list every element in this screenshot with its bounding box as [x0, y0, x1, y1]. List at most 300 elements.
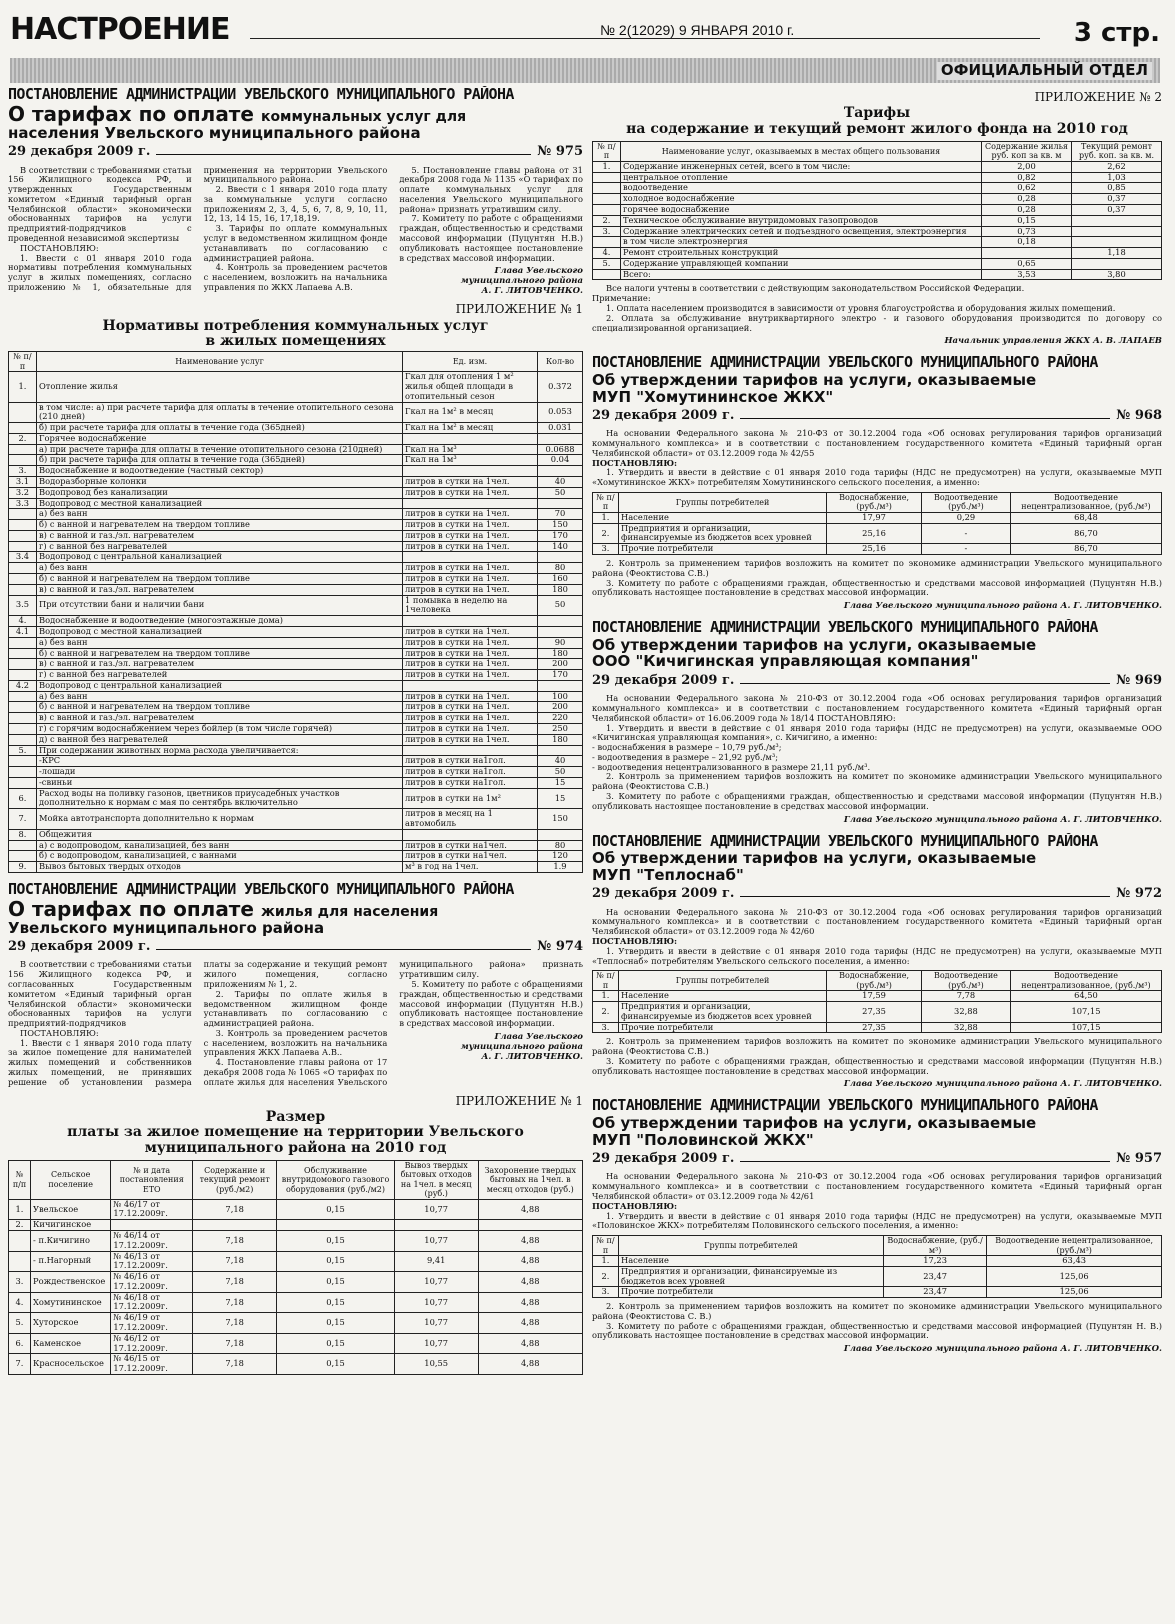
table-row — [9, 648, 583, 659]
table-cell: литров в сутки на 1м² — [403, 788, 538, 809]
table-cell: 4,88 — [478, 1292, 582, 1313]
table-cell: 2. — [9, 1220, 31, 1231]
table-cell: Прочие потребители — [619, 1022, 827, 1033]
table-cell: литров в сутки на1гол. — [403, 777, 538, 788]
table-cell — [403, 616, 538, 627]
table-cell: 7. — [9, 809, 37, 830]
table-cell: 0.0688 — [538, 444, 583, 455]
table-cell: Хомутининское — [31, 1292, 111, 1313]
masthead — [10, 8, 1160, 58]
table-cell — [403, 466, 538, 477]
table-row — [9, 851, 583, 862]
table-cell: Предприятия и организации, финансируемые из бюджетов всех уровней — [619, 1001, 827, 1022]
table-cell: литров в сутки на 1чел. — [403, 691, 538, 702]
right-column — [592, 86, 1162, 1354]
table-cell: 150 — [538, 520, 583, 531]
table-cell: -КРС — [37, 756, 403, 767]
table-row — [593, 237, 1162, 248]
doc972-heading: ПОСТАНОВЛЕНИЕ АДМИНИСТРАЦИИ УВЕЛЬСКОГО МУНИЦИПАЛЬНОГО РАЙОНА — [592, 832, 1098, 850]
table-cell: литров в сутки на 1чел. — [403, 584, 538, 595]
doc968: ПОСТАНОВЛЕНИЕ АДМИНИСТРАЦИИ УВЕЛЬСКОГО МУНИЦИПАЛЬНОГО РАЙОНА Об утверждении тарифов на услуги, оказываемые МУП "Хомутининское ЖКХ" 29 декабря 2009 г. № 968 На основании Федерального закона № 210-ФЗ от 30.12.2004 года «Об основах регулирования тарифов организаций коммунального комплекса» и в соответствии с постановлением государственного комитета «Единый тарифный орган Челябинской области» от 03.12.2009 года № 42/55 ПОСТАНОВЛЯЮ: 1. Утвердить и ввести в действие с 01 января 2010 года тарифы (НДС не предусмотрен) на услуги, оказываемые МУП «Хомутининское ЖКХ» потребителям Хомутининского сельского поселения, а именно: № п/п Группы потребителей Водоснабжение, (руб./м³) Водоотведение (руб./м³) Водоотведение нецентрализованное, (руб./м³) 1. Население 17,97 0,29 68,48 2. Предприятия и организации, финансируемые из бюджетов всех уровней 25,16 - 86,70 3. Прочие потребители 25,16 - 86,70 2. Контроль за применением тарифов возложить на комитет по экономике администрации Увельского муниципального района (Феоктистова С.В.) 3. Комитету по работе с обращениями граждан, общественностью и средствами массовой информацией (Пуцунтян Н.В.) опубликовать настоящее постановление в средствах массовой информации. Глава Увельского муниципального района А. Г. ЛИТОВЧЕНКО. — [592, 354, 1162, 612]
table-cell: 17,97 — [827, 512, 922, 523]
table-cell: Отопление жилья — [37, 372, 403, 402]
table-cell: литров в сутки на 1чел. — [403, 563, 538, 574]
table-cell: 1. — [593, 1256, 619, 1267]
table-cell: 107,15 — [1010, 1022, 1161, 1033]
table-cell: -лошади — [37, 767, 403, 778]
table-cell: Водопровод с центральной канализацией — [37, 680, 403, 691]
doc969-title-org: ООО "Кичигинская управляющая компания" — [592, 652, 979, 671]
table-cell: горячее водоснабжение — [621, 204, 982, 215]
table-cell: № 46/18 от 17.12.2009г. — [111, 1292, 193, 1313]
doc974-body: В соответствии с требованиями статьи 156 Жилищного кодекса РФ, и согласованных Государственным комитетом «Единый тарифный орган Челябинской области» экономически обоснованных тарифов на услуги предприятий-подрядчиков ПОСТАНОВЛЯЮ: 1. Ввести с 1 января 2010 года плату за жилое помещение для нанимателей жилых помещений и собственников жилых помещений, не принявших решение об установлении размера платы за содержание и текущий ремонт жилого помещения, согласно приложениям № 1, 2. 2. Тарифы по оплате жилья в ведомственном жилищном фонде устанавливать по согласованию с администрацией района. 3. Контроль за проведением расчетов с населением, возложить на начальника управления ЖКХ Лапаева А.В.. 4. Постановление главы района от 17 декабря 2008 года № 1065 «О тарифах по оплате жилья для населения Увельского муниципального района» признать утратившим силу. 5. Комитету по работе с обращениями граждан, общественностью и средствами массовой информации (Пуцунтян Н.В.) опубликовать настоящее постановление в средствах массовой информации. Глава Увельского муниципального района А. Г. ЛИТОВЧЕНКО. — [8, 959, 583, 1087]
table-cell — [538, 680, 583, 691]
annex974-title: Размер платы за жилое помещение на территории Увельского муниципального района на 2010 год — [67, 1108, 524, 1156]
table-row — [9, 455, 583, 466]
table-cell: 9,41 — [394, 1251, 478, 1272]
table-row — [9, 767, 583, 778]
table-cell: литров в сутки на 1чел. — [403, 509, 538, 520]
table-row — [9, 423, 583, 434]
table-row — [593, 1001, 1162, 1022]
table-cell — [9, 767, 37, 778]
table-cell: 0,37 — [1072, 194, 1162, 205]
table-cell — [394, 1220, 478, 1231]
table-row — [9, 777, 583, 788]
table-cell: а) без ванн — [37, 563, 403, 574]
table-cell: 0.031 — [538, 423, 583, 434]
table-cell: 0,85 — [1072, 183, 1162, 194]
table-cell: м³ в год на 1чел. — [403, 862, 538, 873]
table-cell: 64,50 — [1010, 991, 1161, 1002]
table-cell: а) без ванн — [37, 637, 403, 648]
table-cell — [478, 1220, 582, 1231]
table-cell: Прочие потребители — [619, 544, 827, 555]
table-cell: 2,00 — [982, 161, 1072, 172]
table-row — [593, 544, 1162, 555]
table-row — [9, 702, 583, 713]
table-cell: 6. — [9, 1333, 31, 1354]
table-cell: 5. — [9, 745, 37, 756]
table-cell: 170 — [538, 670, 583, 681]
table-cell — [111, 1220, 193, 1231]
table-cell — [9, 713, 37, 724]
table-cell: 7,78 — [921, 991, 1010, 1002]
table-row — [9, 433, 583, 444]
table-cell: 4,88 — [478, 1313, 582, 1334]
table-cell — [9, 734, 37, 745]
table-cell: - п.Кичигино — [31, 1231, 111, 1252]
table-cell: 27,35 — [827, 1022, 922, 1033]
table-cell: г) с ванной без нагревателей — [37, 670, 403, 681]
table-cell: 2. — [9, 433, 37, 444]
table-cell: 3. — [9, 1272, 31, 1293]
table-cell: б) с ванной и нагревателем на твердом топливе — [37, 520, 403, 531]
table-cell: 8. — [9, 829, 37, 840]
table-cell: Водопровод с местной канализацией — [37, 626, 403, 637]
table-cell: Гкал для отопления 1 м² жилья общей площади в отопительный сезон — [403, 372, 538, 402]
doc968-dateline: 29 декабря 2009 г. № 968 — [592, 408, 1162, 424]
table-cell: 125,06 — [987, 1266, 1162, 1287]
table-cell — [403, 433, 538, 444]
table-row — [9, 809, 583, 830]
table-cell — [9, 670, 37, 681]
table-cell: 10,77 — [394, 1231, 478, 1252]
doc975-body: В соответствии с требованиями статьи 156 Жилищного кодекса РФ, и утвержденных Государственным комитетом «Единый тарифный орган Челябинской области» экономически обоснованных тарифов на услуги предприятий-подрядчиков с проведенной независимой экспертизы ПОСТАНОВЛЯЮ: 1. Ввести с 01 января 2010 года нормативы потребления коммунальных услуг в жилых помещениях, согласно приложению № 1, обязательные для применения на территории Увельского муниципального района. 2. Ввести с 1 января 2010 года плату за коммунальные услуги согласно приложениям 2, 3, 4, 5, 6, 7, 8, 9, 10, 11, 12, 13, 14 15, 16, 17,18,19. 3. Тарифы по оплате коммунальных услуг в ведомственном жилищном фонде устанавливать по согласованию с администрацией района. 4. Контроль за проведением расчетов с населением, возложить на начальника управления по ЖКХ Лапаева А.В. 5. Постановление главы района от 31 декабря 2008 года № 1135 «О тарифах по оплате коммунальных услуг для населения Увельского муниципального района» признать утратившим силу. 7. Комитету по работе с обращениями граждан, общественностью и средствами массовой информации (Пуцунтян Н.В.) опубликовать настоящее постановление в средствах массовой информации. Глава Увельского муниципального района А. Г. ЛИТОВЧЕНКО. — [8, 164, 583, 297]
doc972-table: № п/п Группы потребителей Водоснабжение, (руб./м³) Водоотведение (руб./м³) Водоотведение нецентрализованное, (руб./м³) 1. Население 17,59 7,78 64,50 2. Предприятия и организации, финансируемые из бюджетов всех уровней 27,35 32,88 107,15 3. Прочие потребители 27,35 32,88 107,15 — [592, 970, 1162, 1033]
table-cell: 1. — [9, 1199, 31, 1220]
table-cell: в) с ванной и газ./эл. нагревателем — [37, 530, 403, 541]
table-row — [9, 670, 583, 681]
table-cell: Гкал на 1м³ — [403, 455, 538, 466]
table-cell: 10,77 — [394, 1199, 478, 1220]
annex1-title: Нормативы потребления коммунальных услуг в жилых помещениях — [102, 317, 489, 349]
table-cell: 32,88 — [921, 1022, 1010, 1033]
table-cell: Общежития — [37, 829, 403, 840]
table-row — [9, 1354, 583, 1375]
section-bar — [10, 58, 1160, 83]
doc957-title: Об утверждении тарифов на услуги, оказываемые — [592, 1114, 1037, 1133]
table-cell: 4,88 — [478, 1354, 582, 1375]
table-row — [593, 172, 1162, 183]
table-cell: 25,16 — [827, 544, 922, 555]
table-row — [593, 161, 1162, 172]
table-cell: б) при расчете тарифа для оплаты в течение года (365дней) — [37, 455, 403, 466]
table-cell: Гкал на 1м³ — [403, 444, 538, 455]
doc969-title: Об утверждении тарифов на услуги, оказываемые — [592, 635, 1037, 654]
table-cell: 5. — [9, 1313, 31, 1334]
table-row — [593, 194, 1162, 205]
table-cell: 2. — [593, 1001, 619, 1022]
table-cell: 3.4 — [9, 552, 37, 563]
newspaper-title: НАСТРОЕНИЕ — [10, 12, 230, 47]
table-cell: 4,88 — [478, 1333, 582, 1354]
table-cell — [9, 840, 37, 851]
table-cell: литров в месяц на 1 автомобиль — [403, 809, 538, 830]
table-cell: 200 — [538, 702, 583, 713]
table-row — [9, 745, 583, 756]
table-cell: 0,28 — [982, 204, 1072, 215]
table-cell — [1072, 215, 1162, 226]
table-cell: Мойка автотранспорта дополнительно к нормам — [37, 809, 403, 830]
table-cell: 4. — [593, 248, 621, 259]
annex974-label: ПРИЛОЖЕНИЕ № 1 — [455, 1093, 583, 1108]
table-cell: 0,62 — [982, 183, 1072, 194]
table-cell: в) с ванной и газ./эл. нагревателем — [37, 584, 403, 595]
table-cell: № 46/15 от 17.12.2009г. — [111, 1354, 193, 1375]
table-cell: 0.053 — [538, 402, 583, 423]
table-row — [593, 183, 1162, 194]
table-cell: Водоснабжение и водоотведение (многоэтажные дома) — [37, 616, 403, 627]
table-row — [593, 204, 1162, 215]
maintenance-tariff-table: № п/п Наименование услуг, оказываемых в местах общего пользования Содержание жилья руб. коп за кв. м Текущий ремонт руб. коп. за кв. м. 1. Содержание инженерных сетей, всего в том числе: 2,00 2,62 центральное отопление 0,82 1,03 водоотведение 0,62 0,85 холодное водоснабжение 0,28 0,37 горячее водоснабжение 0,28 0,37 2. Техническое обслуживание внутридомовых газопроводов 0,15 3. Содержание электрических сетей и подъездного освещения, электроэнергия 0,73 в том числе электроэнергия 0,18 4. Ремонт строительных конструкций 1,18 5. Содержание управляющей компании 0,65 Всего: 3,53 3,80 — [592, 141, 1162, 280]
table-row — [9, 498, 583, 509]
doc968-table: № п/п Группы потребителей Водоснабжение, (руб./м³) Водоотведение (руб./м³) Водоотведение нецентрализованное, (руб./м³) 1. Население 17,97 0,29 68,48 2. Предприятия и организации, финансируемые из бюджетов всех уровней 25,16 - 86,70 3. Прочие потребители 25,16 - 86,70 — [592, 492, 1162, 555]
table-cell: № 46/17 от 17.12.2009г. — [111, 1199, 193, 1220]
table-cell: № 46/13 от 17.12.2009г. — [111, 1251, 193, 1272]
table-cell: Водопровод с местной канализацией — [37, 498, 403, 509]
table-cell: Предприятия и организации, финансируемые из бюджетов всех уровней — [619, 1266, 884, 1287]
table-cell: 0,15 — [277, 1313, 395, 1334]
table-cell: № 46/19 от 17.12.2009г. — [111, 1313, 193, 1334]
norms-table: № п/п Наименование услуг Ед. изм. Кол-во 1. Отопление жилья Гкал для отопления 1 м² жилья общей площади в отопительный сезон 0.372 в том числе: а) при расчете тарифа для оплаты в течение отопительного сезона (210 дней) Гкал на 1м² в месяц 0.053 б) при расчете тарифа для оплаты в течение года (365дней) Гкал на 1м² в месяц 0.031 2. Горячее водоснабжение а) при расчете тарифа для оплаты в течение отопительного сезона (210дней) Гкал на 1м³ 0.0688 б) при расчете тарифа для оплаты в течение года (365дней) Гкал на 1м³ 0.04 3. Водоснабжение и водоотведение (частный сектор) 3.1 Водоразборные колонки литров в сутки на 1чел. 40 3.2 Водопровод без канализации литров в сутки на 1чел. 50 3.3 Водопровод с местной канализацией а) без ванн литров в сутки на 1чел. 70 б) с ванной и нагревателем на твердом топливе литров в сутки на 1чел. 150 в) с ванной и газ./эл. нагревателем литров в сутки на 1чел. 170 г) с ванной без нагревателей литров в сутки на 1чел. 140 3.4 Водопровод с центральной канализацией а) без ванн литров в сутки на 1чел. 80 б) с ванной и нагревателем на твердом топливе литров в сутки на 1чел. 160 в) с ванной и газ./эл. нагревателем литров в сутки на 1чел. 180 3.5 При отсутствии бани и наличии бани 1 помывка в неделю на 1человека 50 4. Водоснабжение и водоотведение (многоэтажные дома) 4.1 Водопровод с местной канализацией литров в сутки на 1чел. а) без ванн литров в сутки на 1чел. 90 б) с ванной и нагревателем на твердом топливе литров в сутки на 1чел. 180 в) с ванной и газ./эл. нагревателем литров в сутки на 1чел. 200 г) с ванной без нагревателей литров в сутки на 1чел. 170 4.2 Водопровод с центральной канализацией а) без ванн литров в сутки на 1чел. 100 б) с ванной и нагревателем на твердом топливе литров в сутки на 1чел. 200 в) с ванной и газ./эл. нагревателем литров в сутки на 1чел. 220 г) с горячим водоснабжением через бойлер (в том числе горячей) литров в сутки на 1чел. 250 д) с ванной без нагревателей литров в сутки на 1чел. 180 5. При содержании животных норма расхода увеличивается: -КРС литров в сутки на1гол. 40 -лошади литров в сутки на1гол. 50 -свиньи литров в сутки на1гол. 15 6. Расход воды на поливку газонов, цветников приусадебных участков дополнительно к нормам с мая по сентябрь включительно литров в сутки на 1м² 15 7. Мойка автотранспорта дополнительно к нормам литров в месяц на 1 автомобиль 150 8. Общежития а) с водопроводом, канализацией, без ванн литров в сутки на1чел. 80 б) с водопроводом, канализацией, с ваннами литров в сутки на1чел. 120 9. Вывоз бытовых твердых отходов м³ в год на 1чел. 1.9 — [8, 351, 583, 873]
doc968-title: Об утверждении тарифов на услуги, оказываемые — [592, 371, 1037, 390]
table-row — [9, 840, 583, 851]
table-row — [9, 563, 583, 574]
table-cell: 10,77 — [394, 1333, 478, 1354]
table-cell: б) с водопроводом, канализацией, с ваннами — [37, 851, 403, 862]
table-cell — [9, 423, 37, 434]
table-cell: 10,55 — [394, 1354, 478, 1375]
table-cell: 1,18 — [1072, 248, 1162, 259]
doc968-title-org: МУП "Хомутининское ЖКХ" — [592, 387, 834, 406]
table-cell: 0,18 — [982, 237, 1072, 248]
table-row — [593, 512, 1162, 523]
table-row — [9, 691, 583, 702]
table-row — [9, 372, 583, 402]
table-cell: Гкал на 1м² в месяц — [403, 402, 538, 423]
table-row — [9, 862, 583, 873]
table-cell: 50 — [538, 487, 583, 498]
table-cell: 68,48 — [1010, 512, 1161, 523]
table-cell: водоотведение — [621, 183, 982, 194]
table-cell — [9, 541, 37, 552]
table-row — [9, 444, 583, 455]
table-cell — [9, 1231, 31, 1252]
doc969-dateline: 29 декабря 2009 г. № 969 — [592, 672, 1162, 688]
doc968-heading: ПОСТАНОВЛЕНИЕ АДМИНИСТРАЦИИ УВЕЛЬСКОГО МУНИЦИПАЛЬНОГО РАЙОНА — [592, 354, 1098, 372]
table-row — [9, 584, 583, 595]
table-cell: 4,88 — [478, 1199, 582, 1220]
table-cell: центральное отопление — [621, 172, 982, 183]
table-row — [593, 226, 1162, 237]
table-cell: литров в сутки на1чел. — [403, 840, 538, 851]
table-cell: 0,15 — [277, 1333, 395, 1354]
table-cell: 40 — [538, 477, 583, 488]
doc957-heading: ПОСТАНОВЛЕНИЕ АДМИНИСТРАЦИИ УВЕЛЬСКОГО МУНИЦИПАЛЬНОГО РАЙОНА — [592, 1097, 1098, 1115]
page-number: 3 стр. — [1073, 18, 1160, 48]
table-cell: 140 — [538, 541, 583, 552]
table-cell: 5. — [593, 258, 621, 269]
table-cell: 4. — [9, 1292, 31, 1313]
table-cell — [593, 194, 621, 205]
table-cell: 4,88 — [478, 1251, 582, 1272]
table-cell: 7,18 — [193, 1251, 277, 1272]
section-title: ОФИЦИАЛЬНЫЙ ОТДЕЛ — [937, 62, 1152, 80]
doc957-title-org: МУП "Половинской ЖКХ" — [592, 1130, 814, 1149]
table-cell: 3. — [593, 1287, 619, 1298]
table-cell: Водоразборные колонки — [37, 477, 403, 488]
issue-line: № 2(12029) 9 ЯНВАРЯ 2010 г. — [600, 22, 795, 38]
table-cell — [538, 466, 583, 477]
table-cell: 7. — [9, 1354, 31, 1375]
table-row — [9, 520, 583, 531]
table-cell: 7,18 — [193, 1292, 277, 1313]
table-cell: 3.1 — [9, 477, 37, 488]
table-row — [9, 637, 583, 648]
table-cell: 50 — [538, 595, 583, 616]
table-cell: 150 — [538, 809, 583, 830]
doc972: ПОСТАНОВЛЕНИЕ АДМИНИСТРАЦИИ УВЕЛЬСКОГО МУНИЦИПАЛЬНОГО РАЙОНА Об утверждении тарифов на услуги, оказываемые МУП "Теплоснаб" 29 декабря 2009 г. № 972 На основании Федерального закона № 210-ФЗ от 30.12.2004 года «Об основах регулирования тарифов организаций коммунального комплекса» и в соответствии с постановлением государственного комитета «Единый тарифный орган Челябинской области» от 03.12.2009 года № 42/60 ПОСТАНОВЛЯЮ: 1. Утвердить и ввести в действие с 01 января 2010 года тарифы (НДС не предусмотрен) на услуги, оказываемые МУП «Теплоснаб» потребителям Увельского сельского поселения, а именно: № п/п Группы потребителей Водоснабжение, (руб./м³) Водоотведение (руб./м³) Водоотведение нецентрализованное, (руб./м³) 1. Население 17,59 7,78 64,50 2. Предприятия и организации, финансируемые из бюджетов всех уровней 27,35 32,88 107,15 3. Прочие потребители 27,35 32,88 107,15 2. Контроль за применением тарифов возложить на комитет по экономике администрации Увельского муниципального района (Феоктистова С.В.) 3. Комитету по работе с обращениями граждан, общественностью и средствами массовой информации (Пуцунтян Н.В.) опубликовать настоящее постановление в средствах массовой информации. Глава Увельского муниципального района А. Г. ЛИТОВЧЕНКО. — [592, 832, 1162, 1090]
table-cell — [403, 552, 538, 563]
table-cell: литров в сутки на1чел. — [403, 851, 538, 862]
table-cell: 7,18 — [193, 1313, 277, 1334]
table-cell — [538, 829, 583, 840]
table-row — [593, 991, 1162, 1002]
table-cell — [9, 530, 37, 541]
table-cell: 0,73 — [982, 226, 1072, 237]
table-cell: литров в сутки на 1чел. — [403, 713, 538, 724]
table-cell: г) с горячим водоснабжением через бойлер (в том числе горячей) — [37, 723, 403, 734]
table-row — [593, 258, 1162, 269]
table-row — [9, 788, 583, 809]
table-cell: в) с ванной и газ./эл. нагревателем — [37, 713, 403, 724]
table-cell: 0,37 — [1072, 204, 1162, 215]
doc957-dateline: 29 декабря 2009 г. № 957 — [592, 1151, 1162, 1167]
table-row — [9, 723, 583, 734]
table-row — [9, 1231, 583, 1252]
table-cell: 107,15 — [1010, 1001, 1161, 1022]
table-cell: Рождественское — [31, 1272, 111, 1293]
table-cell: литров в сутки на 1чел. — [403, 487, 538, 498]
table-cell: а) без ванн — [37, 509, 403, 520]
table-cell: Красносельское — [31, 1354, 111, 1375]
table-cell: 15 — [538, 788, 583, 809]
table-row — [9, 574, 583, 585]
table-cell: 1,03 — [1072, 172, 1162, 183]
table-row — [9, 829, 583, 840]
table-row — [593, 1256, 1162, 1267]
table-cell — [982, 248, 1072, 259]
table-cell: 27,35 — [827, 1001, 922, 1022]
table-cell: 7,18 — [193, 1199, 277, 1220]
table-row — [9, 402, 583, 423]
doc974-signature: Глава Увельского муниципального района А. Г. ЛИТОВЧЕНКО. — [460, 1031, 583, 1062]
table-cell: 1. — [593, 161, 621, 172]
table-cell: литров в сутки на 1чел. — [403, 659, 538, 670]
table-cell: литров в сутки на 1чел. — [403, 626, 538, 637]
table-cell: Горячее водоснабжение — [37, 433, 403, 444]
table-cell: литров в сутки на 1чел. — [403, 520, 538, 531]
table-cell: 3,53 — [982, 269, 1072, 280]
table-row — [9, 466, 583, 477]
table-cell: 6. — [9, 788, 37, 809]
table-cell: 120 — [538, 851, 583, 862]
doc969-heading: ПОСТАНОВЛЕНИЕ АДМИНИСТРАЦИИ УВЕЛЬСКОГО МУНИЦИПАЛЬНОГО РАЙОНА — [592, 619, 1098, 637]
table-cell: а) при расчете тарифа для оплаты в течение отопительного сезона (210дней) — [37, 444, 403, 455]
annex2-title: Тарифы на содержание и текущий ремонт жилого фонда на 2010 год — [626, 105, 1128, 137]
table-cell — [1072, 226, 1162, 237]
table-row — [9, 680, 583, 691]
table-cell — [9, 563, 37, 574]
table-cell: 4.1 — [9, 626, 37, 637]
table-cell: 4.2 — [9, 680, 37, 691]
table-cell: При отсутствии бани и наличии бани — [37, 595, 403, 616]
table-cell: 0.372 — [538, 372, 583, 402]
table-row — [9, 1199, 583, 1220]
table-cell: Водопровод без канализации — [37, 487, 403, 498]
table-cell: - п.Нагорный — [31, 1251, 111, 1272]
doc957: ПОСТАНОВЛЕНИЕ АДМИНИСТРАЦИИ УВЕЛЬСКОГО МУНИЦИПАЛЬНОГО РАЙОНА Об утверждении тарифов на услуги, оказываемые МУП "Половинской ЖКХ" 29 декабря 2009 г. № 957 На основании Федерального закона № 210-ФЗ от 30.12.2004 года «Об основах регулирования тарифов организаций коммунального комплекса» и в соответствии с постановлением государственного комитета «Единый тарифный орган Челябинской области» от 03.12.2009 года № 42/61 ПОСТАНОВЛЯЮ: 1. Утвердить и ввести в действие с 01 января 2010 года тарифы (НДС не предусмотрен) на услуги, оказываемые МУП «Половинское ЖКХ» потребителям Половинского сельского поселения, а именно: № п/п Группы потребителей Водоснабжение, (руб./м³) Водоотведение нецентрализованное, (руб./м³) 1. Население 17,23 63,43 2. Предприятия и организации, финансируемые из бюджетов всех уровней 23,47 125,06 3. Прочие потребители 23,47 125,06 2. Контроль за применением тарифов возложить на комитет по экономике администрации Увельского муниципального района (Феоктистова С. В.) 3. Комитету по работе с обращениями граждан, общественностью и средствами массовой информацией (Пуцунтян Н. В.) опубликовать настоящее постановление в средствах массовой информации. Глава Увельского муниципального района А. Г. ЛИТОВЧЕНКО. — [592, 1097, 1162, 1355]
table-cell — [403, 745, 538, 756]
doc974-subtitle: Увельского муниципального района — [8, 918, 325, 937]
table-cell: Ремонт строительных конструкций — [621, 248, 982, 259]
table-cell: 17,23 — [883, 1256, 986, 1267]
table-cell — [9, 723, 37, 734]
table-cell: 2. — [593, 215, 621, 226]
table-cell — [403, 680, 538, 691]
table-row — [9, 487, 583, 498]
doc975-subtitle: населения Увельского муниципального района — [8, 123, 421, 142]
table-cell: 100 — [538, 691, 583, 702]
table-cell: 180 — [538, 584, 583, 595]
table-row — [9, 477, 583, 488]
table-cell: 180 — [538, 648, 583, 659]
table-cell: 17,59 — [827, 991, 922, 1002]
table-cell: 7,18 — [193, 1272, 277, 1293]
annex2-label: ПРИЛОЖЕНИЕ № 2 — [1034, 90, 1162, 104]
table-cell: г) с ванной без нагревателей — [37, 541, 403, 552]
table-cell: б) с ванной и нагревателем на твердом топливе — [37, 648, 403, 659]
table-cell: 80 — [538, 563, 583, 574]
table-cell: 10,77 — [394, 1313, 478, 1334]
table-row — [9, 1333, 583, 1354]
table-cell — [9, 637, 37, 648]
table-cell: литров в сутки на 1чел. — [403, 477, 538, 488]
doc975-title: О тарифах по оплате коммунальных услуг для — [8, 101, 467, 126]
table-cell: б) с ванной и нагревателем на твердом топливе — [37, 574, 403, 585]
table-cell — [9, 702, 37, 713]
table-cell: холодное водоснабжение — [621, 194, 982, 205]
table-cell: 90 — [538, 637, 583, 648]
table-cell — [538, 745, 583, 756]
annex2-notes: Все налоги учтены в соответствии с действующим законодательством Российской Федерации. Примечание: 1. Оплата населением производится в зависимости от уровня благоустройства и оборудования жилых помещений. 2. Оплата за обслуживание внутриквартирного электро - и газового оборудования производится по договору со специализированной организацией. — [592, 283, 1162, 333]
table-cell — [538, 433, 583, 444]
table-row — [9, 1313, 583, 1334]
table-cell: 170 — [538, 530, 583, 541]
table-cell — [9, 777, 37, 788]
table-cell: 200 — [538, 659, 583, 670]
table-cell: 0,15 — [277, 1199, 395, 1220]
table-cell: - — [921, 544, 1010, 555]
table-cell: д) с ванной без нагревателей — [37, 734, 403, 745]
table-cell: литров в сутки на 1чел. — [403, 541, 538, 552]
table-cell: 10,77 — [394, 1292, 478, 1313]
table-cell — [593, 172, 621, 183]
table-cell: 86,70 — [1010, 523, 1161, 544]
table-cell: в том числе электроэнергия — [621, 237, 982, 248]
doc972-dateline: 29 декабря 2009 г. № 972 — [592, 886, 1162, 902]
table-row — [9, 734, 583, 745]
table-cell: Расход воды на поливку газонов, цветников приусадебных участков дополнительно к нормам с мая по сентябрь включительно — [37, 788, 403, 809]
table-cell — [9, 444, 37, 455]
table-cell: 2,62 — [1072, 161, 1162, 172]
table-cell: литров в сутки на 1чел. — [403, 637, 538, 648]
table-cell: 220 — [538, 713, 583, 724]
table-cell: Увельское — [31, 1199, 111, 1220]
table-cell: 25,16 — [827, 523, 922, 544]
table-cell: 0,15 — [277, 1251, 395, 1272]
table-cell: 4,88 — [478, 1231, 582, 1252]
table-row — [9, 1292, 583, 1313]
table-cell: 125,06 — [987, 1287, 1162, 1298]
table-cell: 80 — [538, 840, 583, 851]
table-cell: 1. — [593, 991, 619, 1002]
table-cell: 4. — [9, 616, 37, 627]
table-cell — [9, 509, 37, 520]
table-cell: Население — [619, 1256, 884, 1267]
table-cell: Водопровод с центральной канализацией — [37, 552, 403, 563]
